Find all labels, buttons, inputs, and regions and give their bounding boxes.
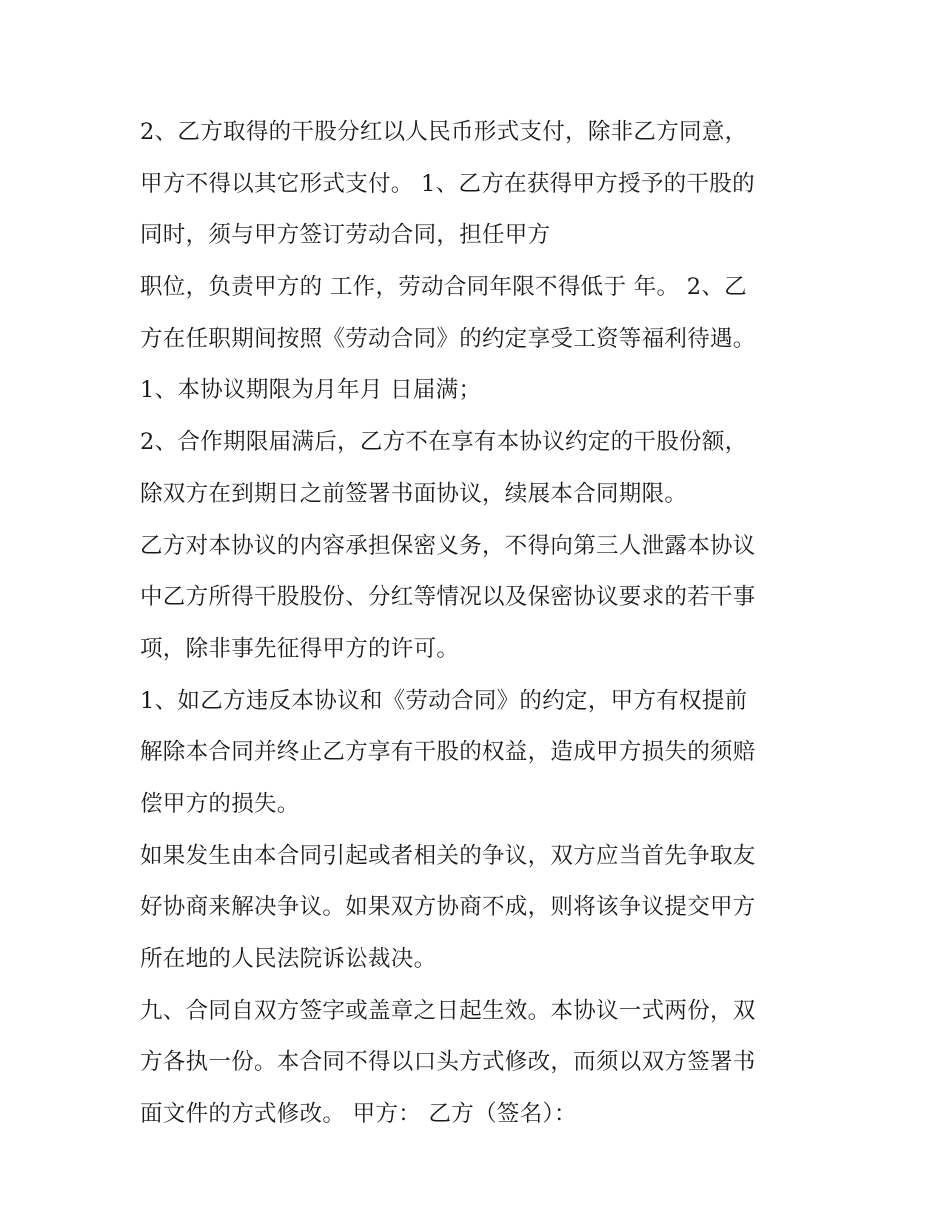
text-line: 如果发生由本合同引起或者相关的争议，双方应当首先争取友: [140, 842, 756, 869]
text-line: 九、合同自双方签字或盖章之日起生效。本协议一式两份，双: [140, 997, 756, 1024]
text-line: 偿甲方的损失。: [140, 790, 300, 817]
text-line: 2、合作期限届满后，乙方不在享有本协议约定的干股份额，: [140, 429, 748, 456]
text-line: 1、如乙方违反本协议和《劳动合同》的约定，甲方有权提前: [140, 687, 748, 714]
text-line: 中乙方所得干股股份、分红等情况以及保密协议要求的若干事: [140, 584, 756, 611]
text-line: 方在任职期间按照《劳动合同》的约定享受工资等福利待遇。: [140, 325, 756, 352]
text-line: 好协商来解决争议。如果双方协商不成，则将该争议提交甲方: [140, 894, 756, 921]
text-line: 2、乙方取得的干股分红以人民币形式支付，除非乙方同意，: [140, 119, 748, 145]
text-line: 同时，须与甲方签订劳动合同，担任甲方: [140, 222, 551, 249]
text-line: 1、本协议期限为月年月 日届满；: [140, 377, 482, 404]
text-line: 面文件的方式修改。 甲方： 乙方（签名）：: [140, 1101, 577, 1128]
text-line: 职位，负责甲方的 工作，劳动合同年限不得低于 年。 2、乙: [140, 274, 747, 301]
document-body: [140, 107, 820, 1141]
text-line: 除双方在到期日之前签署书面协议，续展本合同期限。: [140, 480, 688, 507]
text-line: 乙方对本协议的内容承担保密义务，不得向第三人泄露本协议: [140, 532, 756, 559]
text-line: 方各执一份。本合同不得以口头方式修改，而须以双方签署书: [140, 1049, 756, 1076]
text-line: 所在地的人民法院诉讼裁决。: [140, 946, 437, 972]
text-line: 甲方不得以其它形式支付。 1、乙方在获得甲方授予的干股的: [140, 170, 755, 197]
text-line: 解除本合同并终止乙方享有干股的权益，造成甲方损失的须赔: [140, 739, 756, 766]
text-line: 项，除非事先征得甲方的许可。: [140, 635, 460, 662]
